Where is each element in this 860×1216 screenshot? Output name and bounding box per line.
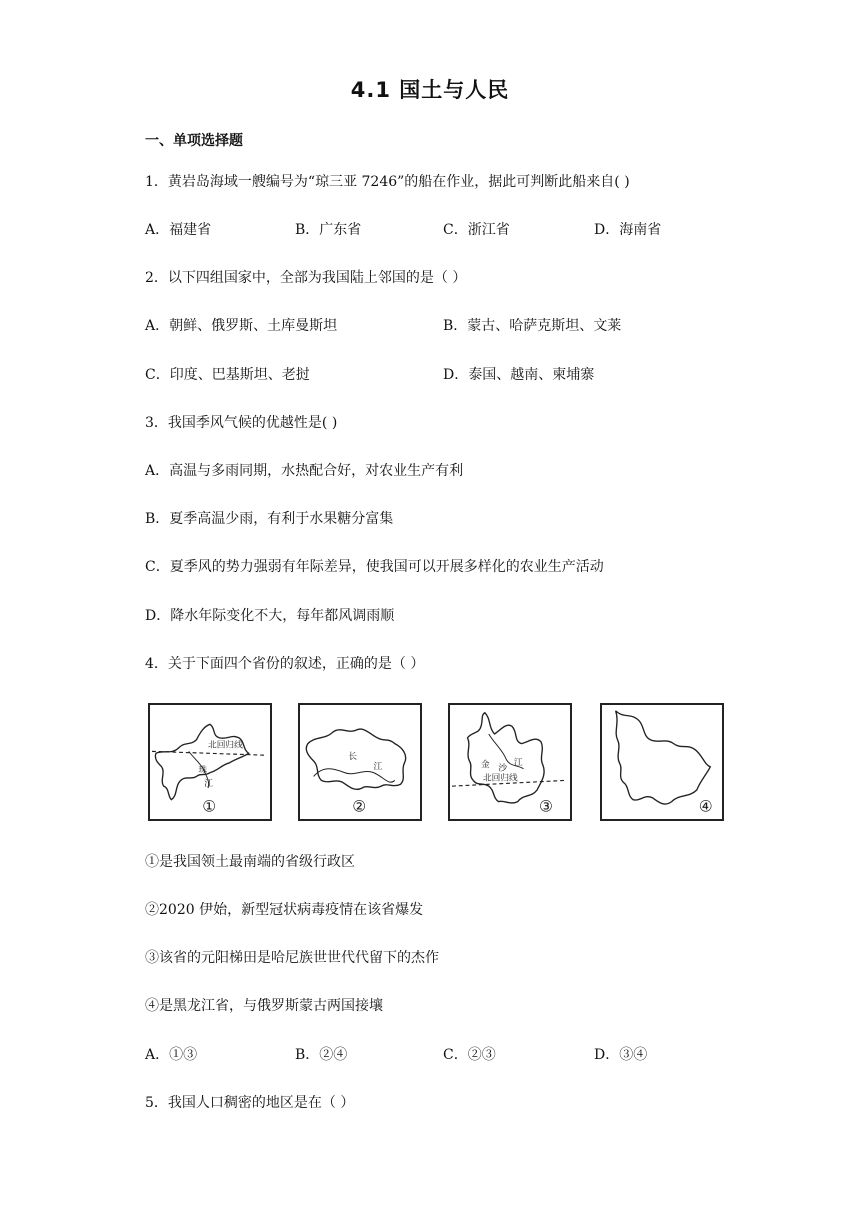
map1-number: ①	[202, 797, 217, 816]
map3-label-tropic: 北回归线	[482, 773, 518, 784]
province-map-4-outline	[602, 705, 722, 819]
question-3-option-b[interactable]: B．夏季高温少雨，有利于水果糖分富集	[145, 511, 394, 527]
question-2-option-a[interactable]: A．朝鲜、俄罗斯、土库曼斯坦	[145, 318, 338, 334]
question-3-stem: 3．我国季风气候的优越性是( )	[145, 415, 338, 431]
question-4-statement-1: ①是我国领土最南端的省级行政区	[145, 854, 355, 870]
question-3-option-d[interactable]: D．降水年际变化不大，每年都风调雨顺	[145, 608, 395, 624]
question-2-option-d[interactable]: D．泰国、越南、柬埔寨	[443, 367, 595, 383]
question-4-option-c[interactable]: C．②③	[443, 1047, 496, 1063]
map2-label-jiang: 江	[373, 761, 383, 772]
question-1-option-b[interactable]: B．广东省	[295, 222, 362, 238]
section-heading: 一、单项选择题	[145, 133, 243, 149]
question-4-statement-2: ②2020 伊始，新型冠状病毒疫情在该省爆发	[145, 902, 424, 918]
map4-number: ④	[698, 797, 713, 816]
question-4-statement-3: ③该省的元阳梯田是哈尼族世世代代留下的杰作	[145, 950, 439, 966]
question-4-stem: 4．关于下面四个省份的叙述，正确的是（ ）	[145, 656, 425, 672]
province-maps	[148, 703, 728, 823]
map3-number: ③	[538, 797, 553, 816]
question-5-stem: 5．我国人口稠密的地区是在（ ）	[145, 1095, 355, 1111]
map2-label-chang: 长	[348, 752, 358, 763]
map1-label-zhu: 珠	[198, 765, 208, 776]
province-map-1-outline	[150, 705, 270, 819]
map1-label-tropic: 北回归线	[208, 740, 243, 751]
province-map-2-outline	[300, 705, 420, 819]
page-title: 4.1 国土与人民	[350, 78, 510, 102]
map3-label-jiang: 江	[513, 757, 523, 768]
question-2-option-c[interactable]: C．印度、巴基斯坦、老挝	[145, 367, 310, 383]
question-4-option-d[interactable]: D．③④	[594, 1047, 648, 1063]
province-map-1	[148, 703, 272, 821]
question-2-stem: 2．以下四组国家中，全部为我国陆上邻国的是（ ）	[145, 270, 467, 286]
question-2-option-b[interactable]: B．蒙古、哈萨克斯坦、文莱	[443, 318, 622, 334]
province-map-3	[448, 703, 572, 821]
province-map-3-outline	[450, 705, 570, 819]
question-1-stem: 1．黄岩岛海域一艘编号为“琼三亚 7246”的船在作业，据此可判断此船来自( )	[145, 174, 630, 190]
question-1-option-d[interactable]: D．海南省	[594, 222, 662, 238]
map3-label-sha: 沙	[498, 763, 508, 774]
question-4-option-a[interactable]: A．①③	[145, 1047, 198, 1063]
map3-label-jin: 金	[481, 759, 490, 770]
province-map-2	[298, 703, 422, 821]
question-3-option-a[interactable]: A．高温与多雨同期，水热配合好，对农业生产有利	[145, 463, 464, 479]
question-3-option-c[interactable]: C．夏季风的势力强弱有年际差异，使我国可以开展多样化的农业生产活动	[145, 559, 604, 575]
question-4-statement-4: ④是黑龙江省，与俄罗斯蒙古两国接壤	[145, 998, 383, 1014]
map2-number: ②	[352, 797, 367, 816]
question-1-option-a[interactable]: A．福建省	[145, 222, 212, 238]
question-1-option-c[interactable]: C．浙江省	[443, 222, 510, 238]
question-4-option-b[interactable]: B．②④	[295, 1047, 348, 1063]
province-map-4	[600, 703, 724, 821]
map1-label-jiang: 江	[204, 779, 213, 790]
